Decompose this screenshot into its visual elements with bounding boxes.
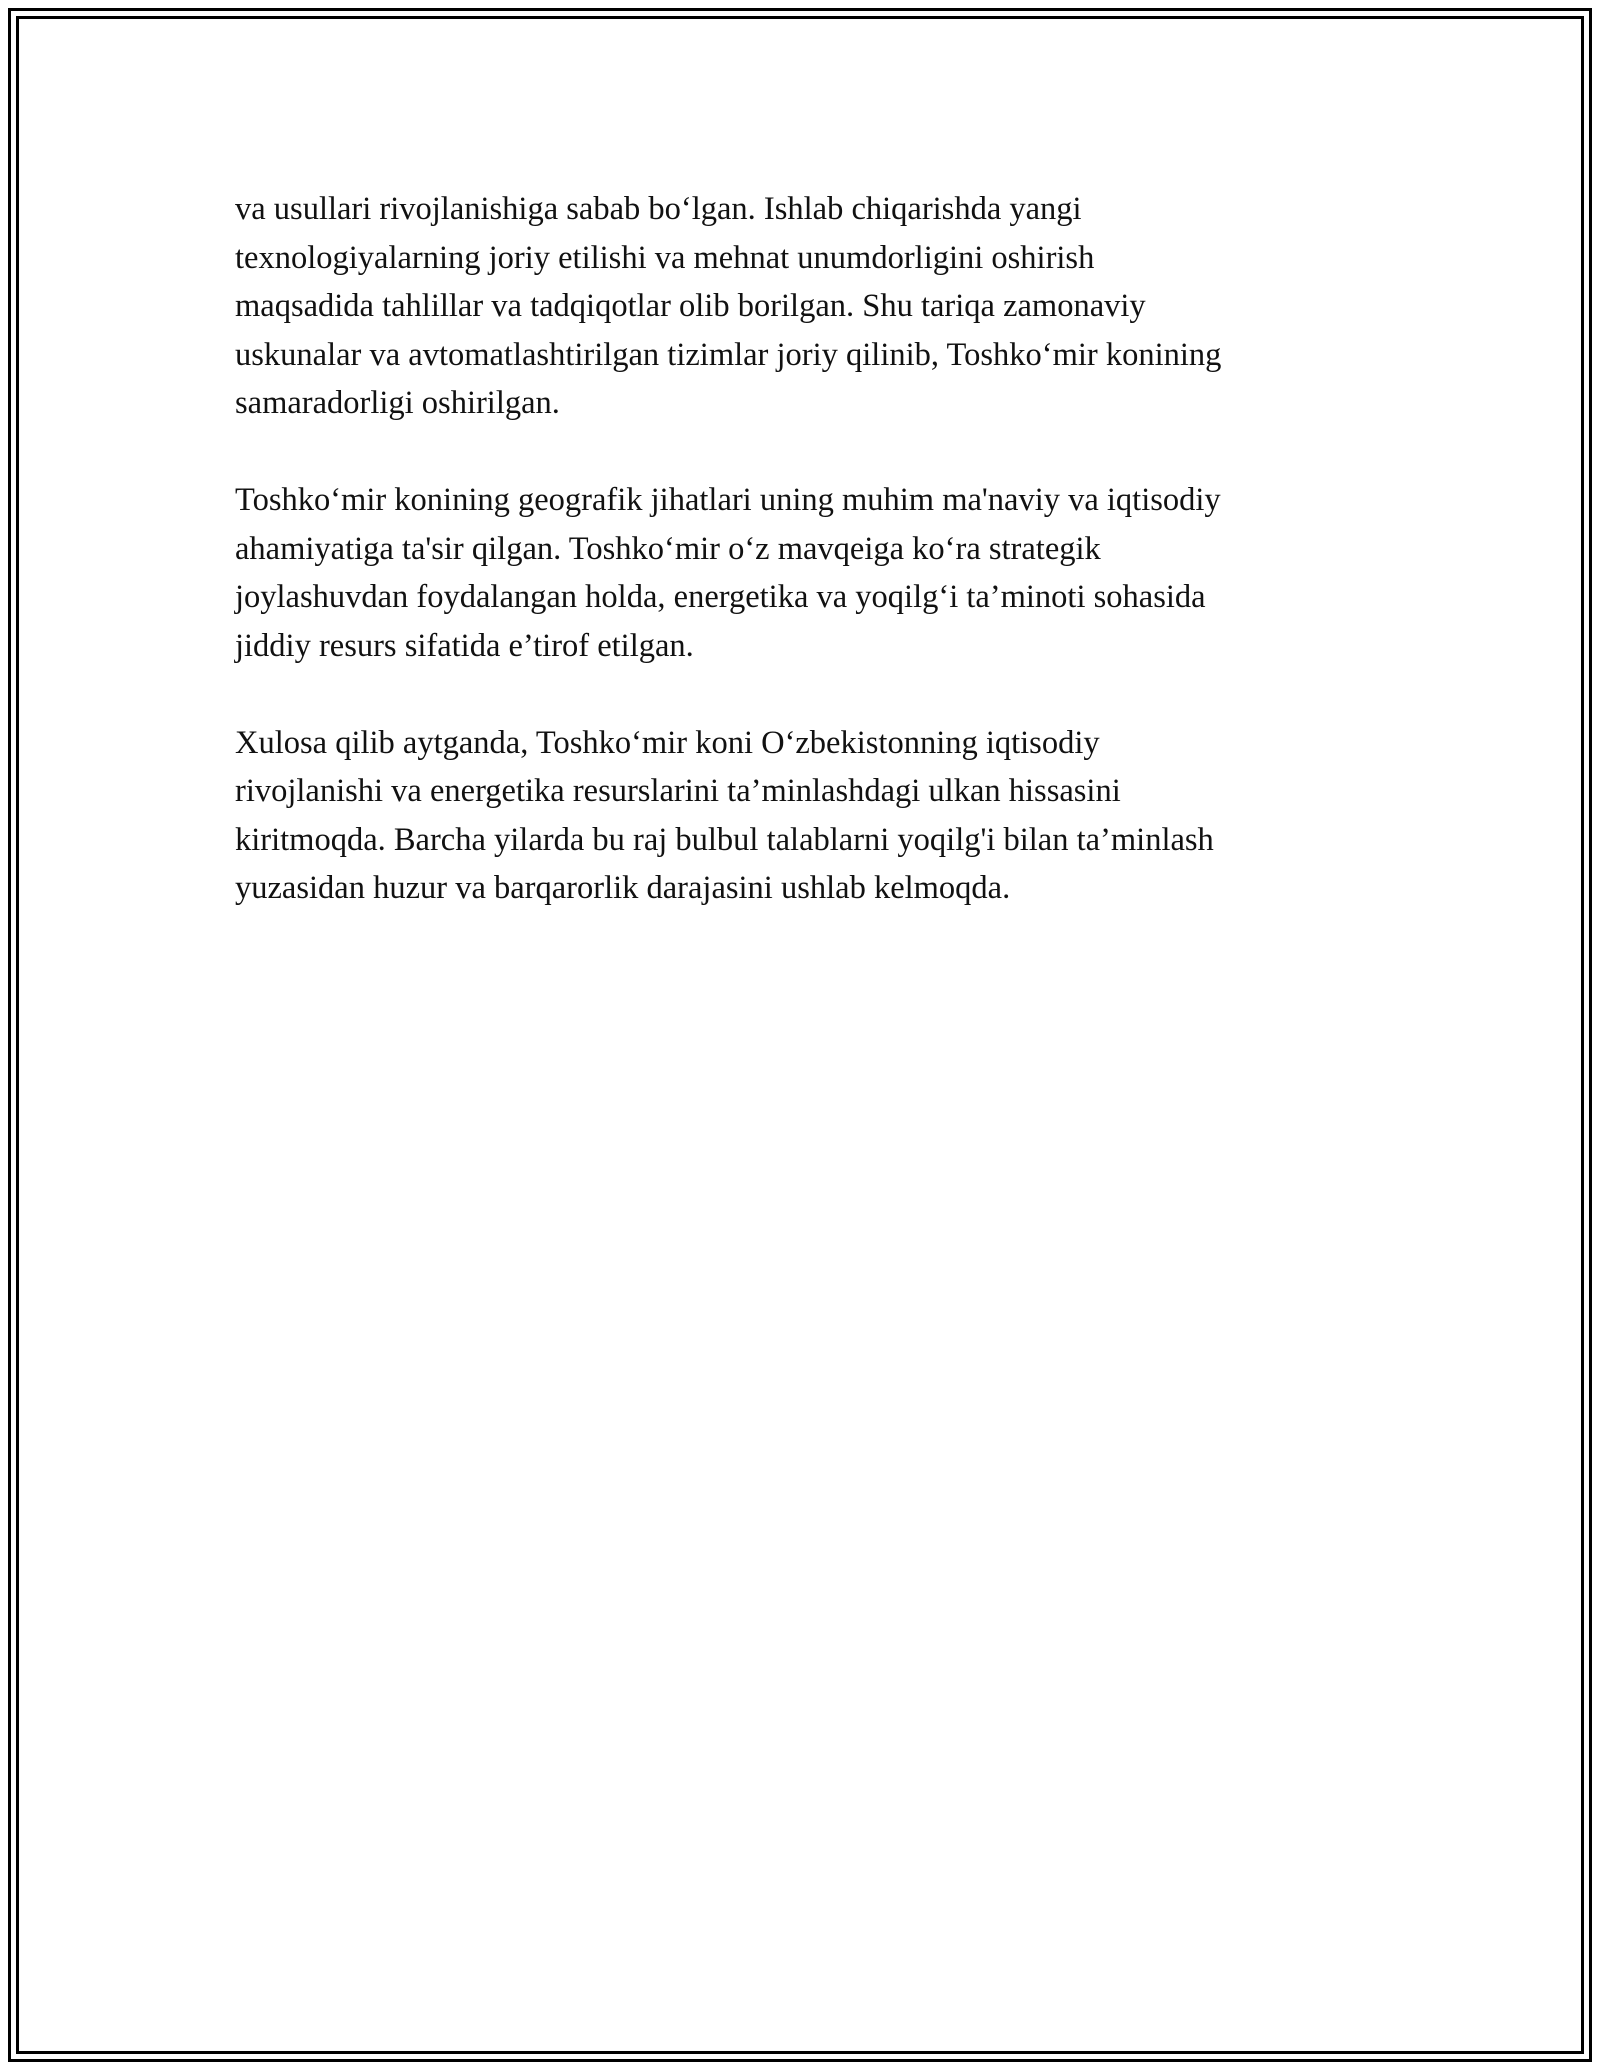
paragraph-1-line-1: va usullari rivojlanishiga sabab bo‘lgan. Ishlab chiqarishda yangi (235, 191, 1082, 227)
paragraph-1-line-2: texnologiyalarning joriy etilishi va mehnat unumdorligini oshirish (235, 239, 1095, 276)
paragraph-2-line-4: jiddiy resurs sifatida e’tirof etilgan. (235, 627, 694, 664)
paragraph-1 (235, 185, 1365, 428)
paragraph-3-line-1: Xulosa qilib aytganda, Toshko‘mir koni O‘zbekistonning iqtisodiy (235, 724, 1100, 761)
paragraph-3 (235, 719, 1365, 913)
paragraph-2-line-1: Toshko‘mir konining geografik jihatlari uning muhim ma'naviy va iqtisodiy (235, 482, 1221, 518)
paragraph-2 (235, 476, 1365, 670)
document-body (235, 185, 1365, 961)
paragraph-2-line-2: ahamiyatiga ta'sir qilgan. Toshko‘mir o‘z mavqeiga ko‘ra strategik (235, 530, 1101, 567)
paragraph-2-line-3: joylashuvdan foydalangan holda, energetika va yoqilg‘i ta’minoti sohasida (235, 579, 1206, 615)
paragraph-1-line-3: maqsadida tahlillar va tadqiqotlar olib borilgan. Shu tariqa zamonaviy (235, 288, 1146, 324)
paragraph-1-line-5: samaradorligi oshirilgan. (235, 385, 560, 421)
paragraph-3-line-4: yuzasidan huzur va barqarorlik darajasini ushlab kelmoqda. (235, 870, 1011, 906)
paragraph-3-line-3: kiritmoqda. Barcha yilarda bu raj bulbul talablarni yoqilg'i bilan ta’minlash (235, 821, 1214, 858)
paragraph-1-line-4: uskunalar va avtomatlashtirilgan tizimlar joriy qilinib, Toshko‘mir konining (235, 336, 1222, 373)
paragraph-3-line-2: rivojlanishi va energetika resurslarini ta’minlashdagi ulkan hissasini (235, 773, 1121, 809)
